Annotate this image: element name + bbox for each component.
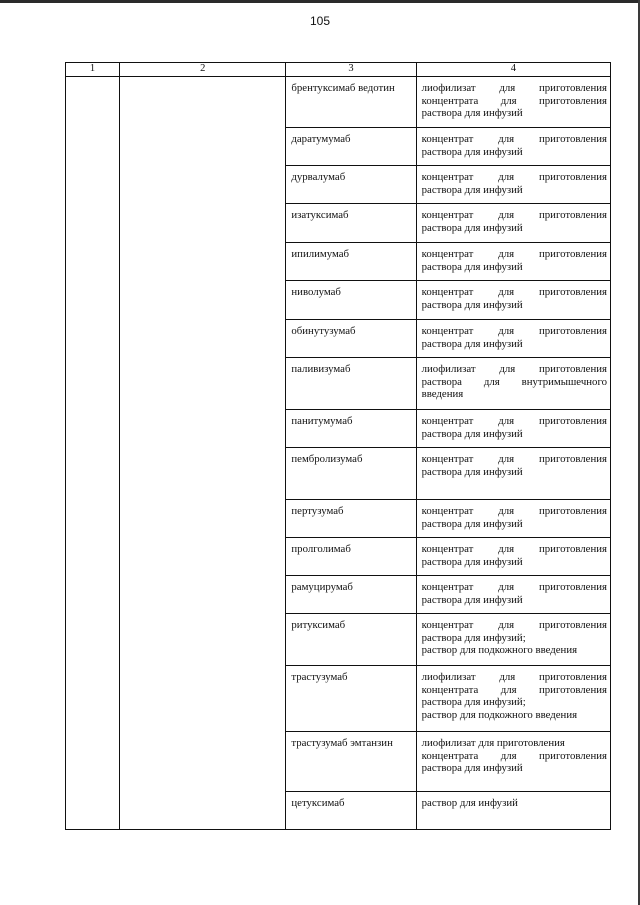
- dosage-form-line: концентрата для приготовления: [421, 683, 607, 696]
- dosage-form-line: раствора для инфузий: [421, 427, 523, 440]
- drug-name-cell: изатуксимаб: [286, 204, 416, 243]
- code-cell-empty: [66, 77, 120, 830]
- drug-name-cell: панитумумаб: [286, 410, 416, 448]
- dosage-form-cell: [416, 204, 610, 243]
- dosage-form-line: раствора для инфузий: [421, 298, 523, 311]
- drug-table: [65, 62, 611, 830]
- drug-name-cell: обинутузумаб: [286, 320, 416, 358]
- dosage-form-line: раствора для инфузий: [421, 221, 523, 234]
- dosage-form-cell: [416, 128, 610, 166]
- dosage-form-cell: [416, 666, 610, 732]
- drug-name-cell: пембролизумаб: [286, 448, 416, 500]
- dosage-form-line: раствора для инфузий: [421, 762, 523, 775]
- dosage-form-line: лиофилизат для приготовления: [421, 737, 565, 749]
- dosage-form-line: концентрата для приготовления: [421, 749, 607, 762]
- dosage-form-cell: [416, 281, 610, 320]
- drug-name-cell: даратумумаб: [286, 128, 416, 166]
- dosage-form-cell: [416, 538, 610, 576]
- dosage-form-line: раствора для инфузий: [421, 107, 523, 120]
- drug-name-cell: пертузумаб: [286, 500, 416, 538]
- dosage-form-cell: [416, 166, 610, 204]
- header-cell-2: 2: [120, 63, 286, 77]
- dosage-form-line: введения: [421, 388, 464, 401]
- header-cell-1: 1: [66, 63, 120, 77]
- dosage-form-line: концентрат для приготовления: [421, 505, 607, 517]
- dosage-form-cell: [416, 732, 610, 792]
- drug-name-cell: дурвалумаб: [286, 166, 416, 204]
- dosage-form-line: лиофилизат для приготовления: [421, 363, 607, 375]
- header-row: [66, 63, 611, 77]
- dosage-form-line: раствора для инфузий: [421, 260, 523, 273]
- dosage-form-line: раствора для инфузий: [421, 517, 523, 530]
- dosage-form-cell: [416, 448, 610, 500]
- drug-name-cell: ритуксимаб: [286, 614, 416, 666]
- dosage-form-line: раствора для инфузий: [421, 465, 523, 478]
- header-cell-3: 3: [286, 63, 416, 77]
- dosage-form-line: раствора для инфузий: [421, 555, 523, 568]
- dosage-form-line: концентрат для приготовления: [421, 619, 607, 631]
- dosage-form-cell: [416, 77, 610, 128]
- dosage-form-line: концентрат для приготовления: [421, 171, 607, 183]
- dosage-form-line: раствора для инфузий: [421, 145, 523, 158]
- dosage-form-line: раствор для подкожного введения: [421, 708, 578, 721]
- drug-name-cell: ниволумаб: [286, 281, 416, 320]
- dosage-form-cell: [416, 320, 610, 358]
- dosage-form-line: раствора для инфузий;: [421, 696, 526, 709]
- dosage-form-line: концентрат для приготовления: [421, 581, 607, 593]
- table-row: [66, 77, 611, 128]
- dosage-form-line: раствора для внутримышечного: [421, 375, 607, 388]
- drug-name-cell: трастузумаб: [286, 666, 416, 732]
- dosage-form-line: концентрат для приготовления: [421, 453, 607, 465]
- drug-name-cell: рамуцирумаб: [286, 576, 416, 614]
- drug-name-cell: брентуксимаб ведотин: [286, 77, 416, 128]
- dosage-form-cell: [416, 576, 610, 614]
- dosage-form-line: лиофилизат для приготовления: [421, 671, 607, 683]
- dosage-form-cell: [416, 792, 610, 830]
- dosage-form-cell: [416, 500, 610, 538]
- dosage-form-line: концентрат для приготовления: [421, 325, 607, 337]
- drug-name-cell: пролголимаб: [286, 538, 416, 576]
- dosage-form-line: концентрат для приготовления: [421, 415, 607, 427]
- dosage-form-line: концентрат для приготовления: [421, 133, 607, 145]
- drug-name-cell: паливизумаб: [286, 358, 416, 410]
- dosage-form-line: раствора для инфузий: [421, 337, 523, 350]
- header-cell-4: 4: [416, 63, 610, 77]
- dosage-form-line: концентрат для приготовления: [421, 543, 607, 555]
- dosage-form-line: раствора для инфузий;: [421, 631, 526, 644]
- dosage-form-line: раствор для инфузий: [421, 797, 518, 809]
- dosage-form-line: концентрата для приготовления: [421, 94, 607, 107]
- group-cell-empty: [120, 77, 286, 830]
- table-body: [66, 77, 611, 830]
- dosage-form-cell: [416, 410, 610, 448]
- page-number: 105: [309, 14, 331, 28]
- dosage-form-line: раствор для подкожного введения: [421, 644, 578, 657]
- dosage-form-cell: [416, 614, 610, 666]
- dosage-form-line: концентрат для приготовления: [421, 248, 607, 260]
- drug-name-cell: трастузумаб эмтанзин: [286, 732, 416, 792]
- scan-edge-top: [0, 0, 640, 3]
- dosage-form-line: лиофилизат для приготовления: [421, 82, 607, 94]
- drug-name-cell: ипилимумаб: [286, 243, 416, 281]
- drug-name-cell: цетуксимаб: [286, 792, 416, 830]
- dosage-form-line: раствора для инфузий: [421, 183, 523, 196]
- dosage-form-cell: [416, 243, 610, 281]
- dosage-form-cell: [416, 358, 610, 410]
- dosage-form-line: концентрат для приготовления: [421, 209, 607, 221]
- dosage-form-line: раствора для инфузий: [421, 593, 523, 606]
- dosage-form-line: концентрат для приготовления: [421, 286, 607, 298]
